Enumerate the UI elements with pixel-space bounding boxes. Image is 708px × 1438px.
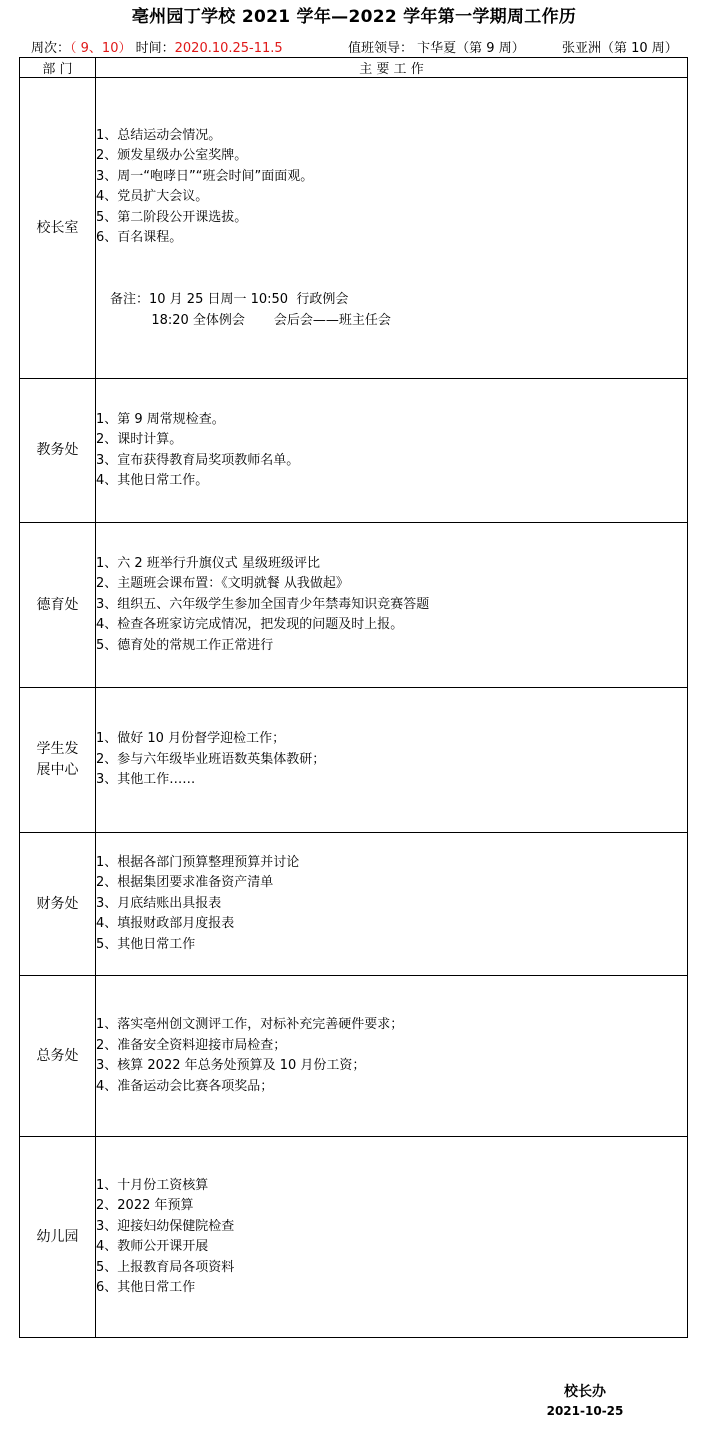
- signature-office: 校长办: [564, 1384, 606, 1400]
- dept-cell: 总务处: [20, 976, 96, 1137]
- list-item: 4、填报财政部月度报表: [96, 916, 235, 932]
- list-item: 4、准备运动会比赛各项奖品；: [96, 1078, 274, 1094]
- table-row: [20, 78, 688, 379]
- list-item: 2、颁发星级办公室奖牌。: [96, 148, 248, 163]
- table-row: [20, 1137, 688, 1338]
- list-item: 1、总结运动会情况。: [96, 127, 222, 143]
- signature-date: 2021-10-25: [546, 1404, 624, 1418]
- table-row: [20, 688, 688, 833]
- list-item: 6、百名课程。: [96, 230, 183, 245]
- list-item: 1、根据各部门预算整理预算并讨论: [96, 854, 300, 870]
- list-item: 4、党员扩大会议。: [96, 189, 209, 204]
- work-cell: [96, 976, 688, 1137]
- list-item: 3、宣布获得教育局奖项教师名单。: [96, 452, 300, 468]
- list-item: 5、其他日常工作: [96, 936, 196, 952]
- dept-name-line: 展中心: [36, 762, 79, 778]
- leader-label: 值班领导：: [348, 41, 414, 56]
- table-row: [20, 976, 688, 1137]
- list-item: 3、其他工作……: [96, 772, 196, 788]
- list-item: 5、德育处的常规工作正常进行: [96, 637, 274, 653]
- list-item: 2、2022 年预算: [96, 1198, 194, 1213]
- list-item: 1、十月份工资核算: [96, 1177, 209, 1193]
- week-value: （ 9、10）: [70, 41, 132, 56]
- list-item: 2、参与六年级毕业班语数英集体教研；: [96, 751, 326, 767]
- list-item: 1、第 9 周常规检查。: [96, 411, 225, 427]
- list-item: 1、落实亳州创文测评工作，对标补充完善硬件要求；: [96, 1017, 404, 1032]
- list-item: 5、上报教育局各项资料: [96, 1259, 235, 1275]
- dept-name-line: 学生发: [36, 741, 79, 757]
- list-item: 2、课时计算。: [96, 432, 183, 447]
- table-row: [20, 833, 688, 976]
- dept-cell: 财务处: [20, 833, 96, 976]
- work-cell: [96, 78, 688, 379]
- page-title: 亳州园丁学校 2021 学年—2022 学年第一学期周工作历: [131, 7, 577, 27]
- list-item: 2、主题班会课布置：《文明就餐 从我做起》: [96, 576, 349, 592]
- leader-week-10: 张亚洲（第 10 周）: [562, 41, 678, 56]
- work-cell: [96, 523, 688, 688]
- list-item: 4、检查各班家访完成情况，把发现的问题及时上报。: [96, 617, 404, 633]
- column-header-dept: 部 门: [20, 58, 96, 78]
- note-line: 备注：10 月 25 日周一 10:50 行政例会: [110, 291, 349, 307]
- work-cell: [96, 1137, 688, 1338]
- list-item: 3、月底结账出具报表: [96, 895, 222, 911]
- dept-cell: 校长室: [20, 78, 96, 379]
- list-item: 1、六 2 班举行升旗仪式 星级班级评比: [96, 555, 320, 571]
- dept-cell: 幼儿园: [20, 1137, 96, 1338]
- time-value: 2020.10.25-11.5: [174, 41, 283, 56]
- list-item: 2、准备安全资料迎接市局检查；: [96, 1037, 287, 1053]
- list-item: 2、根据集团要求准备资产清单: [96, 875, 274, 891]
- work-cell: [96, 688, 688, 833]
- week-label: 周次：: [31, 41, 71, 56]
- dept-cell: 德育处: [20, 523, 96, 688]
- list-item: 5、第二阶段公开课选拔。: [96, 209, 248, 225]
- list-item: 3、核算 2022 年总务处预算及 10 月份工资；: [96, 1058, 366, 1073]
- list-item: 1、做好 10 月份督学迎检工作；: [96, 731, 286, 747]
- table-header-row: [20, 58, 688, 78]
- duty-leader: [348, 37, 525, 56]
- work-cell: [96, 833, 688, 976]
- leader-week-9: 卞华夏（第 9 周）: [417, 41, 525, 56]
- list-item: 3、周一“咆哮日”“班会时间”面面观。: [96, 168, 314, 184]
- week-info: [31, 37, 283, 56]
- list-item: 3、迎接妇幼保健院检查: [96, 1218, 235, 1234]
- list-item: 3、组织五、六年级学生参加全国青少年禁毒知识竞赛答题: [96, 596, 430, 612]
- time-label: 时间：: [135, 41, 175, 56]
- column-header-work: 主 要 工 作: [96, 58, 688, 78]
- work-cell: [96, 379, 688, 523]
- table-row: [20, 523, 688, 688]
- list-item: 6、其他日常工作: [96, 1280, 196, 1295]
- weekly-schedule-table: [19, 57, 688, 1338]
- table-row: [20, 379, 688, 523]
- dept-cell: 教务处: [20, 379, 96, 523]
- list-item: 4、教师公开课开展: [96, 1239, 209, 1254]
- dept-cell: [20, 688, 96, 833]
- meeting-note: [96, 289, 687, 331]
- note-line: 18:20 全体例会 会后会——班主任会: [110, 312, 391, 328]
- list-item: 4、其他日常工作。: [96, 473, 209, 488]
